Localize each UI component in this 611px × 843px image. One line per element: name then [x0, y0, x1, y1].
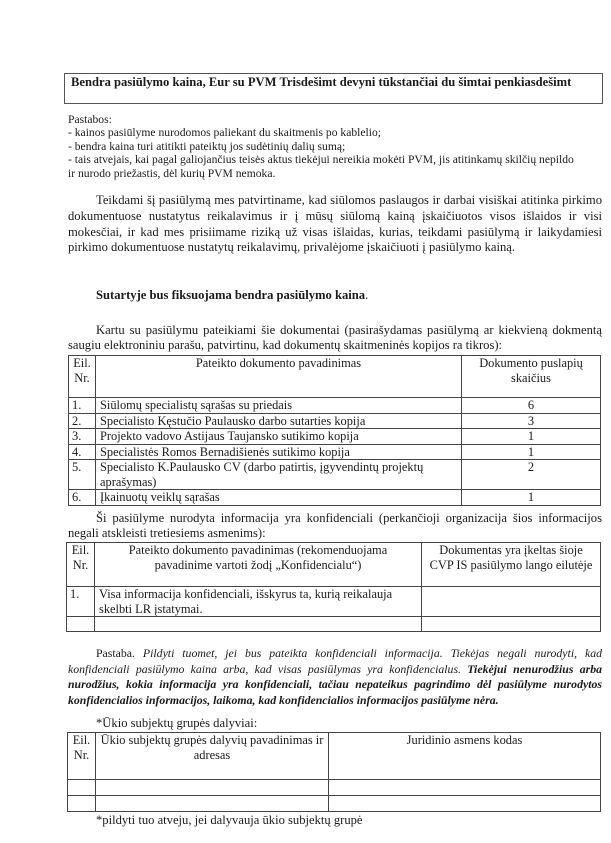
- fixed-price-period: .: [365, 288, 369, 302]
- group-intro: *Ūkio subjektų grupės dalyviai:: [96, 716, 258, 730]
- documents-intro: Kartu su pasiūlymu pateikiami šie dokumentai (pasirašydamas pasiūlymą ar kiekvieną dokmentą saugiu elektroniniu parašu, patvirtinu, kad dokumentų skaitmeninės kopijos ra tikros):: [68, 323, 602, 352]
- row-page-count: 1: [462, 444, 601, 460]
- fixed-price-text: Sutartyje bus fiksuojama bendra pasiūlymo kaina: [96, 288, 366, 302]
- row-nr: 5.: [69, 460, 96, 490]
- row-page-count: 3: [462, 413, 601, 429]
- row-nr: 1.: [69, 398, 96, 414]
- confirmation-paragraph: Teikdami šį pasiūlymą mes patvirtiname, kad siūlomos paslaugos ir darbai visiškai atitinka pirkimo dokumentuose nustatytus reikalavimus ir į mūsų siūlomą kainą įskaičiuotos visos išlaidos ir visi mokesčiai, ir kad mes prisiimame riziką už visas išlaidas, kurias, teikdami pasiūlymą ir laikydamiesi pirkimo dokumentuose nustatytų reikalavimų, privalėjome įskaičiuoti į pasiūlymo kainą.: [68, 193, 602, 255]
- row-cvp-line[interactable]: [422, 587, 601, 617]
- price-notes: [68, 113, 604, 180]
- note-bold-italic: Tiekėjui nenurodžius arba nurodžius, kokia informacija yra konfidenciali, tačiau nepateikus pagrindimo dėl pasiūlyme nurodytos konfidencialios informacijos, laikoma, kad konfidencialios informacijos pasiūlyme nėra.: [68, 661, 602, 707]
- header-cvp-line: Dokumentas yra įkeltas šioje CVP IS pasiūlymo lango eilutėje: [422, 543, 601, 587]
- total-price-label: Bendra pasiūlymo kaina, Eur su PVM: [71, 75, 277, 89]
- row-nr: 1.: [67, 587, 95, 617]
- table-row: [69, 398, 601, 414]
- header-page-count: Dokumento puslapių skaičius: [462, 356, 601, 398]
- note-item: - bendra kaina turi atitikti pateiktų jos sudėtinių dalių sumą;: [68, 139, 346, 153]
- table-row: [68, 780, 601, 796]
- table-row: [69, 460, 601, 490]
- row-participant-name[interactable]: [96, 780, 329, 796]
- note-lead: Pastaba.: [96, 646, 135, 660]
- header-nr: Eil. Nr.: [68, 733, 96, 780]
- row-document-name: Specialisto Kęstučio Paulausko darbo sutarties kopija: [96, 413, 462, 429]
- row-nr: 3.: [69, 429, 96, 445]
- header-participant-name: Ūkio subjektų grupės dalyvių pavadinimas ir adresas: [96, 733, 329, 780]
- table-row: [69, 429, 601, 445]
- header-nr: Eil. Nr.: [69, 356, 96, 398]
- row-document-name: Siūlomų specialistų sąrašas su priedais: [96, 398, 462, 414]
- row-nr: 2.: [69, 413, 96, 429]
- row-document-name: Specialistės Romos Bernadišienės sutikimo kopija: [96, 444, 462, 460]
- table-row: [67, 587, 601, 617]
- header-document-name: Pateikto dokumento pavadinimas (rekomenduojama pavadinime vartoti žodį „Konfidencialu“): [95, 543, 422, 587]
- row-nr: 4.: [69, 444, 96, 460]
- table-header-row: [68, 733, 601, 780]
- row-document-name: Visa informacija konfidenciali, išskyrus ta, kurią reikalauja skelbti LR įstatymai.: [95, 587, 422, 617]
- row-nr[interactable]: [68, 780, 96, 796]
- table-header-row: [69, 356, 601, 398]
- row-page-count: 1: [462, 429, 601, 445]
- row-page-count: 1: [462, 490, 601, 506]
- confidential-intro: Ši pasiūlyme nurodyta informacija yra konfidenciali (perkančioji organizacija šios informacijos negali atskleisti tretiesiems asmenims):: [68, 511, 602, 540]
- row-document-name: Įkainuotų veiklų sąrašas: [96, 490, 462, 506]
- note-item: - kainos pasiūlyme nurodomos paliekant du skaitmenis po kablelio;: [68, 126, 381, 140]
- header-nr: Eil. Nr.: [67, 543, 95, 587]
- row-document-name: Specialisto K.Paulausko CV (darbo patirtis, įgyvendintų projektų aprašymas): [96, 460, 462, 490]
- documents-table: [68, 355, 601, 506]
- confidential-table: [66, 542, 601, 632]
- row-cvp-line[interactable]: [422, 617, 601, 632]
- confidential-note: [68, 646, 602, 708]
- row-nr[interactable]: [67, 617, 95, 632]
- header-legal-code: Juridinio asmens kodas: [329, 733, 601, 780]
- row-nr: 6.: [69, 490, 96, 506]
- note-item: - tais atvejais, kai pagal galiojančius teisės aktus tiekėjui nereikia mokėti PVM, jis atitinkamų skilčių nepildo: [68, 153, 574, 167]
- row-page-count: 2: [462, 460, 601, 490]
- table-row: [69, 444, 601, 460]
- row-document-name: Projekto vadovo Astijaus Taujansko sutikimo kopija: [96, 429, 462, 445]
- total-price-box: [64, 73, 603, 104]
- table-row: [68, 796, 601, 812]
- table-header-row: [67, 543, 601, 587]
- row-participant-name[interactable]: [96, 796, 329, 812]
- group-participants-table: [67, 732, 601, 812]
- note-item: ir nurodo priežastis, dėl kurių PVM nemoka.: [68, 166, 276, 180]
- row-legal-code[interactable]: [329, 796, 601, 812]
- note-italic: Pildyti tuomet, jei bus pateikta konfidenciali informacija. Tiekėjas negali nurodyti, kad konfidenciali pasiūlymo kaina arba, kad visas pasiūlymas yra konfidencialus.: [68, 646, 602, 676]
- fixed-price-statement: [68, 288, 602, 304]
- row-nr[interactable]: [68, 796, 96, 812]
- row-legal-code[interactable]: [329, 780, 601, 796]
- row-document-name[interactable]: [95, 617, 422, 632]
- table-row: [69, 413, 601, 429]
- notes-title: Pastabos:: [68, 113, 112, 126]
- row-page-count: 6: [462, 398, 601, 414]
- header-document-name: Pateikto dokumento pavadinimas: [96, 356, 462, 398]
- total-price-value: Trisdešimt devyni tūkstančiai du šimtai penkiasdešimt: [279, 75, 572, 89]
- table-row: [69, 490, 601, 506]
- table-row: [67, 617, 601, 632]
- group-footnote: *pildyti tuo atveju, jei dalyvauja ūkio subjektų grupė: [96, 813, 363, 827]
